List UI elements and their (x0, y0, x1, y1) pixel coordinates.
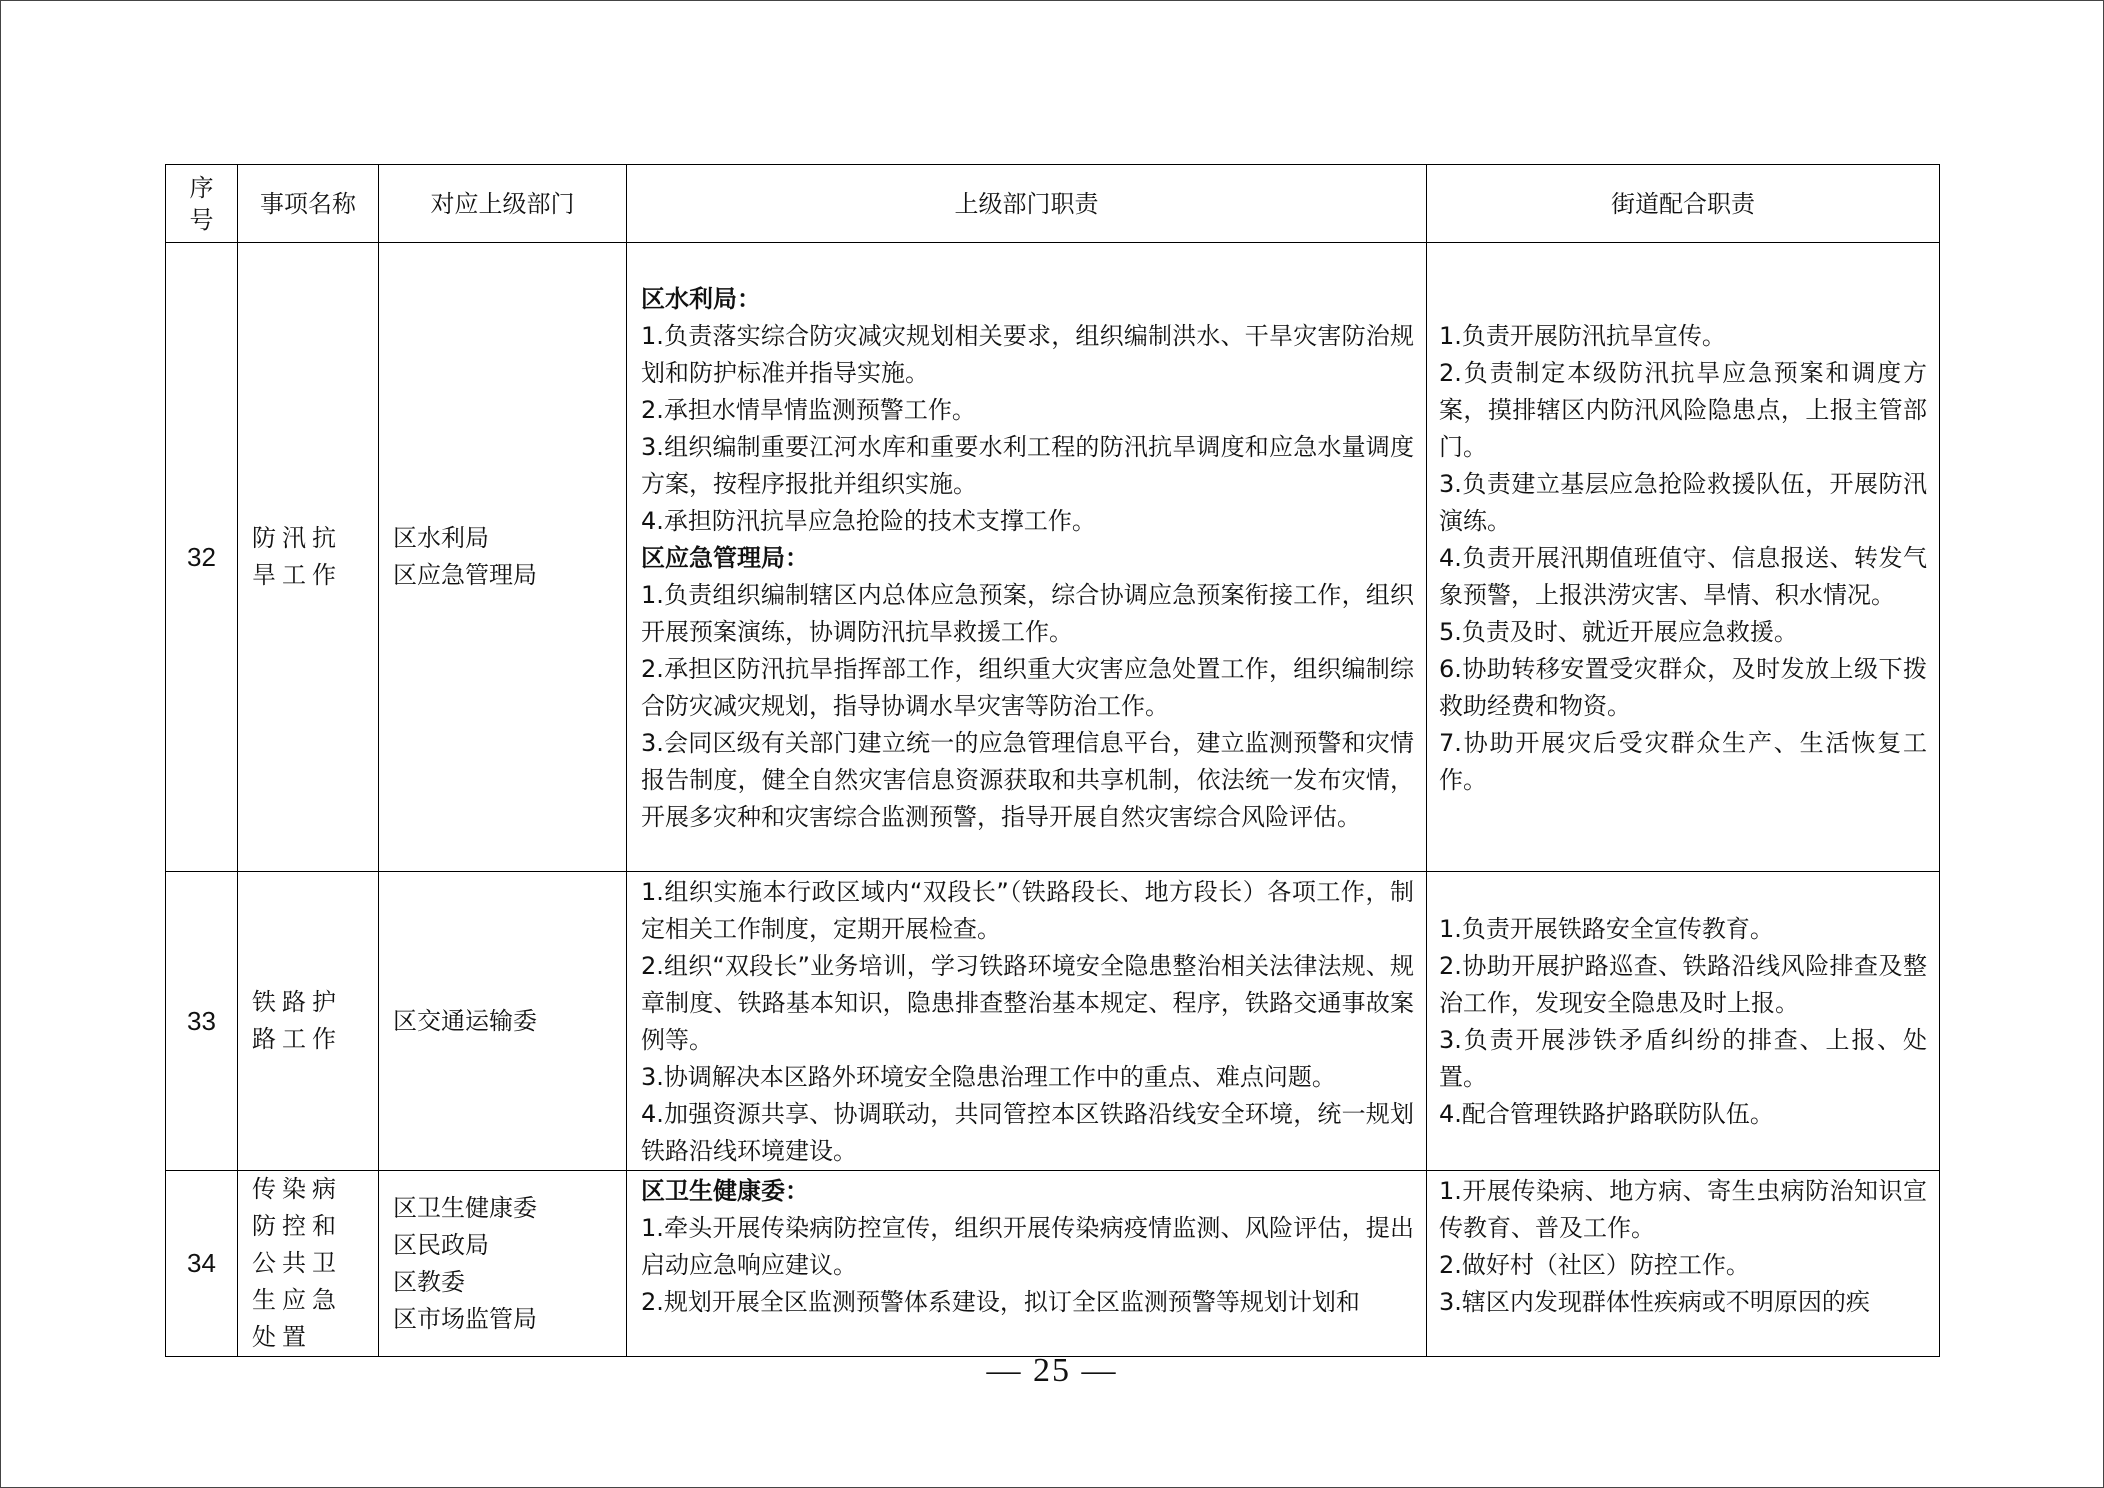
support-line: 2.做好村（社区）防控工作。 (1439, 1251, 1750, 1279)
support-line: 5.负责及时、就近开展应急救援。 (1439, 617, 1798, 646)
dept-name: 区民政局 (393, 1230, 489, 1259)
duty-line: 2.组织“双段长”业务培训，学习铁路环境安全隐患整治相关法律法规、规章制度、铁路基本知识，隐患排查整治基本规定、程序，铁路交通事故案例等。 (641, 952, 1414, 1054)
duty-line: 3.协调解决本区路外环境安全隐患治理工作中的重点、难点问题。 (641, 1063, 1336, 1091)
row-item-name: 铁路护路工作 (238, 872, 379, 1171)
duty-line: 3.组织编制重要江河水库和重要水利工程的防汛抗旱调度和应急水量调度方案，按程序报批并组织实施。 (641, 432, 1414, 498)
duty-line: 3.会同区级有关部门建立统一的应急管理信息平台，建立监测预警和灾情报告制度，健全自然灾害信息资源获取和共享机制，依法统一发布灾情，开展多灾种和灾害综合监测预警，指导开展自然灾害综合风险评估。 (641, 728, 1414, 831)
duty-line: 2.承担水情旱情监测预警工作。 (641, 395, 976, 424)
duty-line: 2.承担区防汛抗旱指挥部工作，组织重大灾害应急处置工作，组织编制综合防灾减灾规划，指导协调水旱灾害等防治工作。 (641, 654, 1414, 720)
duty-line: 1.负责组织编制辖区内总体应急预案，综合协调应急预案衔接工作，组织开展预案演练，协调防汛抗旱救援工作。 (641, 580, 1414, 646)
page-number: — 25 — (986, 1352, 1118, 1389)
header-street-duties: 街道配合职责 (1427, 165, 1940, 243)
row-street-duties (1427, 872, 1940, 1171)
support-line: 4.负责开展汛期值班值守、信息报送、转发气象预警，上报洪涝灾害、旱情、积水情况。 (1439, 543, 1927, 609)
row-departments (379, 872, 627, 1171)
header-seq: 序号 (166, 165, 238, 243)
duty-line: 2.规划开展全区监测预警体系建设，拟订全区监测预警等规划计划和 (641, 1288, 1360, 1316)
header-item-name: 事项名称 (238, 165, 379, 243)
support-line: 1.负责开展铁路安全宣传教育。 (1439, 915, 1774, 943)
support-line: 4.配合管理铁路护路联防队伍。 (1439, 1100, 1774, 1128)
duty-line: 1.组织实施本行政区域内“双段长”（铁路段长、地方段长）各项工作，制定相关工作制度，定期开展检查。 (641, 878, 1414, 943)
table-row (166, 872, 1940, 1171)
duty-line: 4.加强资源共享、协调联动，共同管控本区铁路沿线安全环境，统一规划铁路沿线环境建设。 (641, 1100, 1414, 1165)
support-line: 3.辖区内发现群体性疾病或不明原因的疾 (1439, 1288, 1870, 1316)
row-departments (379, 243, 627, 872)
support-line: 2.协助开展护路巡查、铁路沿线风险排查及整治工作，发现安全隐患及时上报。 (1439, 952, 1927, 1017)
row-seq: 32 (166, 243, 238, 872)
row-street-duties (1427, 1171, 1940, 1357)
table-row (166, 1171, 1940, 1357)
header-superior-dept: 对应上级部门 (379, 165, 627, 243)
support-line: 1.负责开展防汛抗旱宣传。 (1439, 321, 1726, 350)
support-line: 3.负责开展涉铁矛盾纠纷的排查、上报、处置。 (1439, 1026, 1927, 1091)
header-superior-duties: 上级部门职责 (627, 165, 1427, 243)
duty-line: 1.牵头开展传染病防控宣传，组织开展传染病疫情监测、风险评估，提出启动应急响应建议。 (641, 1214, 1414, 1279)
duty-section-heading: 区应急管理局： (641, 543, 809, 572)
dept-name: 区卫生健康委 (393, 1193, 537, 1222)
row-superior-duties (627, 243, 1427, 872)
row-street-duties (1427, 243, 1940, 872)
duty-section-heading: 区卫生健康委： (641, 1177, 809, 1205)
duty-section-heading: 区水利局： (641, 284, 761, 313)
duty-table (165, 164, 1940, 1357)
dept-name: 区应急管理局 (393, 561, 537, 589)
duty-line: 4.承担防汛抗旱应急抢险的技术支撑工作。 (641, 506, 1096, 535)
support-line: 6.协助转移安置受灾群众，及时发放上级下拨救助经费和物资。 (1439, 654, 1927, 720)
row-departments (379, 1171, 627, 1357)
row-item-name: 防汛抗旱工作 (238, 243, 379, 872)
support-line: 2.负责制定本级防汛抗旱应急预案和调度方案，摸排辖区内防汛风险隐患点，上报主管部门。 (1439, 358, 1927, 461)
support-line: 7.协助开展灾后受灾群众生产、生活恢复工作。 (1439, 728, 1927, 794)
row-superior-duties (627, 872, 1427, 1171)
row-seq: 33 (166, 872, 238, 1171)
row-item-name: 传染病防控和公共卫生应急处置 (238, 1171, 379, 1357)
dept-name: 区水利局 (393, 524, 489, 552)
row-seq: 34 (166, 1171, 238, 1357)
table-row (166, 243, 1940, 872)
dept-name: 区教委 (393, 1267, 465, 1296)
support-line: 3.负责建立基层应急抢险救援队伍，开展防汛演练。 (1439, 469, 1927, 535)
table-header-row (166, 165, 1940, 243)
dept-name: 区交通运输委 (393, 1006, 537, 1035)
support-line: 1.开展传染病、地方病、寄生虫病防治知识宣传教育、普及工作。 (1439, 1177, 1927, 1242)
dept-name: 区市场监管局 (393, 1304, 537, 1333)
row-superior-duties (627, 1171, 1427, 1357)
duty-line: 1.负责落实综合防灾减灾规划相关要求，组织编制洪水、干旱灾害防治规划和防护标准并指导实施。 (641, 321, 1414, 387)
